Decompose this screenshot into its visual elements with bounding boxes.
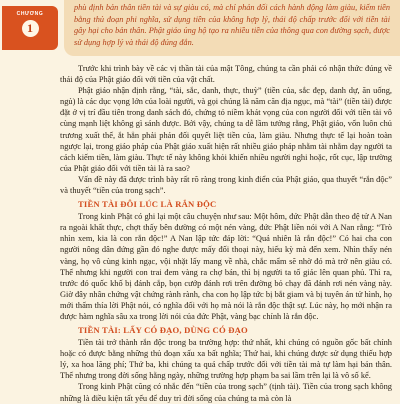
paragraph: Tiền tài trở thành rắn độc trong ba trường hợp: thứ nhất, khi chúng có nguồn gốc bất chính hoặc có được bằng những thủ đoạn xấu xa bất nghĩa; Thứ hai, khi chúng được sử dụng thiếu hợp lý, xa hoa lãng phí; Thứ ba, khi chúng ta quá chấp trước đối với tiền tài mà tự làm hại bản thân. Thế nhưng trong đời sống hằng ngày, những trường hợp phạm ba sai lầm trên lại là vô số kể.	[60, 338, 392, 381]
section-heading: TIỀN TÀI ĐÔI LÚC LÀ RẮN ĐỘC	[78, 199, 217, 210]
paragraph: Trước khi trình bày về các vị thần tài của mật Tông, chúng ta cần phải có nhận thức đúng về thái độ của Phật giáo đối với tiền của vật chất.	[60, 64, 392, 85]
paragraph: Vấn đề này đã được trình bày rất rõ ràng trong kinh điển của Phật giáo, qua thuyết “rắn độc” và thuyết “tiền của trong sạch”.	[60, 174, 392, 196]
paragraph: Trong kinh Phật có ghi lại một câu chuyện như sau: Một hôm, đức Phật dẫn theo đệ tử A Nan ra ngoài khất thực, chợt thấy bên đường có một nén vàng, đức Phật liền nói với A Nan rằng: “Trò nhìn xem, kia là con rắn độc!” A Nan lập tức đáp lời: “Quả nhiên là rắn độc!” Có hai cha con người nông dân đứng gần đó nghe được mấy đối thoại này, hiếu kỳ mà đến xem. Nhìn thấy nén vàng, họ vô cùng kinh ngạc, vội nhặt lấy mang về nhà, chắc mẩm sẽ nhờ đó mà trở nên giàu có. Thế nhưng khi người con trai đem vàng ra chợ bán, thì bị người ta tố giác lên quan phủ. Thì ra, trước đó quốc khố bị đánh cắp, bọn cướp đánh rơi trên đường bỏ chạy đã đánh rơi nén vàng này. Giờ đây nhân chứng vật chứng rành rành, cha con họ lập tức bị bắt giam và bị tuyên án tử hình, họ mới thấm thía lời Phật nói, có nghĩa đối với họ mà nói là rắn độc thật sự. Lúc này, họ mới nhận ra được hàm nghĩa sâu xa trong lời nói của đức Phật, vàng bạc chính là rắn độc.	[60, 212, 392, 321]
chapter-number: 1	[22, 20, 39, 37]
intro-box	[64, 0, 400, 56]
main-text	[60, 63, 392, 404]
paragraph: Phật giáo nhận định rằng, “tài, sắc, danh, thực, thuỳ” (tiền của, sắc đẹp, danh dự, ăn uống, ngủ) là các dục vọng lớn của loài người, và gọi chúng là năm căn địa ngục, mà “tài” (tiền tài) được đặt ở vị trí đầu tiên trong danh sách đó, chứng tỏ niềm khát vọng của con người đối với tiền tài vô cùng mạnh liệt không gì sánh được. Bởi vậy, chúng ta dễ lầm tưởng rằng, Phật giáo, vốn luôn chủ trương xuất thế, ắt hẳn phải phản đối quyết liệt tiền của, làm giàu. Nhưng thực tế lại hoàn toàn ngược lại, trong giáo pháp của Phật giáo xuất hiện rất nhiều giáo pháp nhằm tài nhằm dạy người ta cách kiếm tiền, làm giàu. Thực tế này không khỏi khiến nhiều người nghi hoặc, rốt cục, lập trường của Phật giáo đối với tiền tài là ra sao?	[60, 86, 392, 173]
paragraph: Trong kinh Phật cũng có nhắc đến “tiền của trong sạch” (tịnh tài). Tiền của trong sạch không những là điều kiện tất yếu để duy trì đời sống của chúng ta mà còn là	[60, 382, 392, 403]
chapter-badge	[2, 6, 58, 50]
intro-text: phù định bản thân tiền tài và sự giàu có, mà chỉ phản đối cách hành động làm giàu, kiếm tiền bằng thủ đoạn phi nghĩa, sử dụng tiền của không hợp lý, thái độ chấp trước đối với tiền tài gây hại cho bản thân. Phật giáo ủng hộ tạo ra nhiều tiền của thông qua con đường sạch, được sử dụng hợp lý và thái độ đúng đắn.	[74, 3, 390, 47]
section-heading: TIỀN TÀI: LẤY CÓ ĐẠO, DÙNG CÓ ĐẠO	[78, 325, 248, 336]
chapter-label: CHƯƠNG	[16, 11, 44, 17]
